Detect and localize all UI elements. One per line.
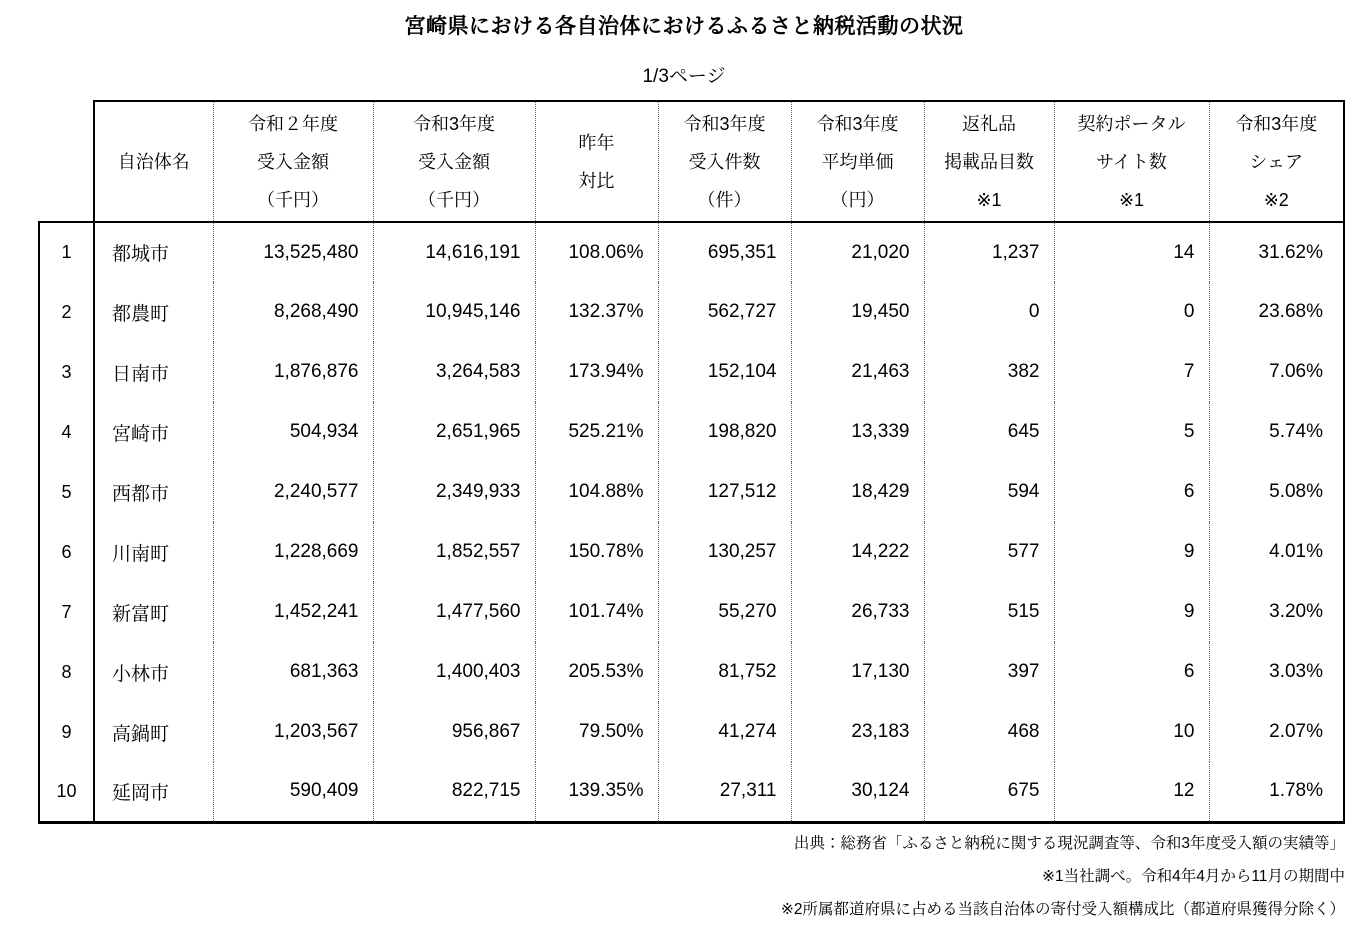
items-cell: 397 (924, 642, 1054, 702)
municipality-cell: 都城市 (94, 222, 213, 282)
r2-amount-cell: 8,268,490 (213, 282, 373, 342)
header-line: 令和２年度 (248, 113, 338, 134)
table-row (39, 342, 1344, 402)
table-row (39, 282, 1344, 342)
yoy-cell: 139.35% (535, 762, 658, 822)
header-r3-share (1209, 101, 1344, 222)
portals-cell: 12 (1054, 762, 1209, 822)
r2-amount-cell: 681,363 (213, 642, 373, 702)
r2-amount-cell: 13,525,480 (213, 222, 373, 282)
yoy-cell: 132.37% (535, 282, 658, 342)
furusato-nozei-table (38, 100, 1345, 824)
items-cell: 645 (924, 402, 1054, 462)
r2-amount-cell: 1,228,669 (213, 522, 373, 582)
portals-cell: 5 (1054, 402, 1209, 462)
r3-amount-cell: 3,264,583 (373, 342, 535, 402)
header-line: ※1 (976, 189, 1002, 210)
r3-amount-cell: 1,477,560 (373, 582, 535, 642)
count-cell: 27,311 (658, 762, 791, 822)
share-cell: 31.62% (1209, 222, 1344, 282)
table-row (39, 762, 1344, 822)
header-line: 受入金額 (257, 151, 329, 172)
municipality-cell: 西都市 (94, 462, 213, 522)
count-cell: 127,512 (658, 462, 791, 522)
header-line: （件） (697, 189, 752, 210)
yoy-cell: 101.74% (535, 582, 658, 642)
table-row (39, 222, 1344, 282)
header-line: 平均単価 (821, 151, 894, 172)
r3-amount-cell: 14,616,191 (373, 222, 535, 282)
count-cell: 198,820 (658, 402, 791, 462)
unit-price-cell: 23,183 (791, 702, 924, 762)
header-r3-amount (373, 101, 535, 222)
share-cell: 2.07% (1209, 702, 1344, 762)
rank-cell: 8 (39, 642, 94, 702)
unit-price-cell: 18,429 (791, 462, 924, 522)
header-line: （千円） (418, 189, 490, 210)
unit-price-cell: 17,130 (791, 642, 924, 702)
header-line: 令和3年度 (412, 113, 495, 134)
header-r2-amount (213, 101, 373, 222)
items-cell: 468 (924, 702, 1054, 762)
unit-price-cell: 21,463 (791, 342, 924, 402)
rank-cell: 5 (39, 462, 94, 522)
unit-price-cell: 19,450 (791, 282, 924, 342)
unit-price-cell: 30,124 (791, 762, 924, 822)
page-number-label: 1/3ページ (642, 66, 726, 87)
header-r3-unit-price (791, 101, 924, 222)
r2-amount-cell: 1,876,876 (213, 342, 373, 402)
header-line: シェア (1249, 151, 1304, 172)
items-cell: 0 (924, 282, 1054, 342)
unit-price-cell: 13,339 (791, 402, 924, 462)
items-cell: 577 (924, 522, 1054, 582)
rank-cell: 10 (39, 762, 94, 822)
rank-cell: 7 (39, 582, 94, 642)
table-row (39, 582, 1344, 642)
r3-amount-cell: 822,715 (373, 762, 535, 822)
unit-price-cell: 14,222 (791, 522, 924, 582)
report-page (0, 10, 1368, 926)
table-row (39, 702, 1344, 762)
municipality-cell: 川南町 (94, 522, 213, 582)
municipality-cell: 日南市 (94, 342, 213, 402)
header-blank-cell (39, 101, 94, 222)
yoy-cell: 150.78% (535, 522, 658, 582)
count-cell: 562,727 (658, 282, 791, 342)
share-cell: 3.20% (1209, 582, 1344, 642)
rank-cell: 3 (39, 342, 94, 402)
table-row (39, 402, 1344, 462)
header-yoy (535, 101, 658, 222)
r2-amount-cell: 2,240,577 (213, 462, 373, 522)
count-cell: 41,274 (658, 702, 791, 762)
header-line: 昨年 (578, 132, 615, 153)
header-line: 受入金額 (418, 151, 490, 172)
count-cell: 152,104 (658, 342, 791, 402)
share-cell: 23.68% (1209, 282, 1344, 342)
rank-cell: 6 (39, 522, 94, 582)
rank-cell: 2 (39, 282, 94, 342)
municipality-cell: 都農町 (94, 282, 213, 342)
share-cell: 1.78% (1209, 762, 1344, 822)
r3-amount-cell: 956,867 (373, 702, 535, 762)
footnote-1: ※1当社調べ。令和4年4月から11月の期間中 (1042, 867, 1345, 885)
header-line: 対比 (578, 170, 615, 191)
items-cell: 675 (924, 762, 1054, 822)
yoy-cell: 79.50% (535, 702, 658, 762)
header-line: ※2 (1263, 189, 1289, 210)
page-title: 宮崎県における各自治体におけるふるさと納税活動の状況 (404, 15, 964, 38)
yoy-cell: 525.21% (535, 402, 658, 462)
footnote-2: ※2所属都道府県に占める当該自治体の寄付受入額構成比（都道府県獲得分除く） (780, 900, 1345, 918)
r2-amount-cell: 1,203,567 (213, 702, 373, 762)
municipality-cell: 宮崎市 (94, 402, 213, 462)
portals-cell: 0 (1054, 282, 1209, 342)
r3-amount-cell: 1,852,557 (373, 522, 535, 582)
table-row (39, 642, 1344, 702)
portals-cell: 14 (1054, 222, 1209, 282)
table-row (39, 522, 1344, 582)
header-line: 返礼品 (962, 113, 1016, 134)
r2-amount-cell: 1,452,241 (213, 582, 373, 642)
municipality-cell: 延岡市 (94, 762, 213, 822)
yoy-cell: 205.53% (535, 642, 658, 702)
portals-cell: 10 (1054, 702, 1209, 762)
source-note: 出典：総務省「ふるさと納税に関する現況調査等、令和3年度受入額の実績等」 (793, 834, 1345, 852)
yoy-cell: 173.94% (535, 342, 658, 402)
header-gift-items (924, 101, 1054, 222)
municipality-cell: 高鍋町 (94, 702, 213, 762)
share-cell: 4.01% (1209, 522, 1344, 582)
count-cell: 695,351 (658, 222, 791, 282)
header-row (39, 101, 1344, 222)
header-line: 掲載品目数 (944, 151, 1034, 172)
header-line: 令和3年度 (1235, 113, 1318, 134)
header-line: 契約ポータル (1077, 113, 1186, 134)
portals-cell: 6 (1054, 462, 1209, 522)
header-line: サイト数 (1096, 151, 1167, 172)
share-cell: 5.74% (1209, 402, 1344, 462)
footnotes (0, 833, 1345, 920)
items-cell: 594 (924, 462, 1054, 522)
items-cell: 515 (924, 582, 1054, 642)
rank-cell: 1 (39, 222, 94, 282)
unit-price-cell: 21,020 (791, 222, 924, 282)
items-cell: 382 (924, 342, 1054, 402)
share-cell: 5.08% (1209, 462, 1344, 522)
unit-price-cell: 26,733 (791, 582, 924, 642)
header-line: （千円） (257, 189, 329, 210)
portals-cell: 7 (1054, 342, 1209, 402)
r2-amount-cell: 504,934 (213, 402, 373, 462)
table-row (39, 462, 1344, 522)
header-line: （円） (830, 189, 885, 210)
yoy-cell: 104.88% (535, 462, 658, 522)
r2-amount-cell: 590,409 (213, 762, 373, 822)
header-municipality (94, 101, 213, 222)
header-line: 受入件数 (688, 151, 761, 172)
portals-cell: 9 (1054, 582, 1209, 642)
municipality-cell: 小林市 (94, 642, 213, 702)
portals-cell: 6 (1054, 642, 1209, 702)
header-line: ※1 (1118, 189, 1145, 210)
rank-cell: 9 (39, 702, 94, 762)
header-line: 自治体名 (117, 151, 190, 172)
yoy-cell: 108.06% (535, 222, 658, 282)
municipality-cell: 新富町 (94, 582, 213, 642)
header-portal-sites (1054, 101, 1209, 222)
items-cell: 1,237 (924, 222, 1054, 282)
portals-cell: 9 (1054, 522, 1209, 582)
share-cell: 3.03% (1209, 642, 1344, 702)
header-line: 令和3年度 (683, 113, 766, 134)
header-line: 令和3年度 (816, 113, 899, 134)
rank-cell: 4 (39, 402, 94, 462)
count-cell: 55,270 (658, 582, 791, 642)
count-cell: 130,257 (658, 522, 791, 582)
r3-amount-cell: 2,349,933 (373, 462, 535, 522)
r3-amount-cell: 1,400,403 (373, 642, 535, 702)
r3-amount-cell: 10,945,146 (373, 282, 535, 342)
share-cell: 7.06% (1209, 342, 1344, 402)
header-r3-count (658, 101, 791, 222)
count-cell: 81,752 (658, 642, 791, 702)
r3-amount-cell: 2,651,965 (373, 402, 535, 462)
